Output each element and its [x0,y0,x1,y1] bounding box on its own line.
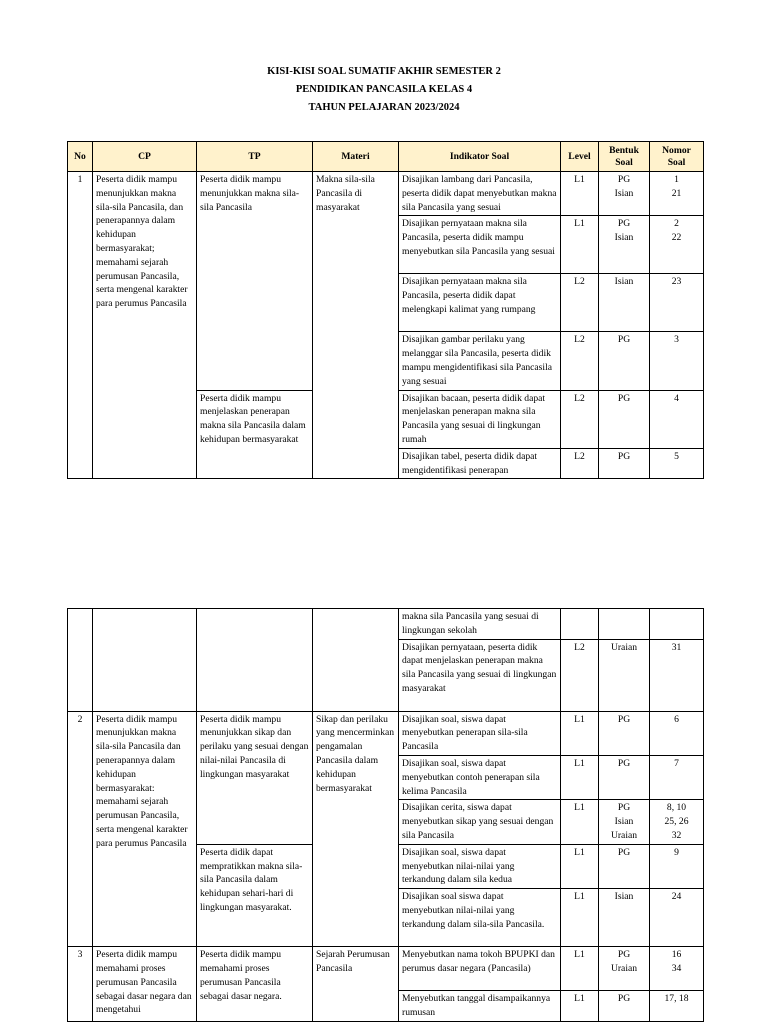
header-no: No [68,142,93,172]
cp-cell [93,609,197,712]
tp-cell: Peserta didik mampu menjelaskan penerapan makna sila Pancasila dalam kehidupan bermasyarakat [197,390,313,479]
nomor-cell: 6 [650,711,704,755]
table-row [68,609,704,640]
level-cell [561,609,599,640]
level-cell: L1 [561,991,599,1022]
nomor-cell: 24 [650,889,704,947]
row-number: 2 [68,711,93,947]
bentuk-cell [599,609,650,640]
indikator-cell: Disajikan pernyataan makna sila Pancasila, peserta didik mampu menyebutkan sila Pancasila yang sesuai [399,216,561,274]
materi-cell: Sejarah Perumusan Pancasila [313,947,399,1022]
indikator-cell: Disajikan soal siswa dapat menyebutkan nilai-nilai yang terkandung dalam sila-sila Pancasila. [399,889,561,947]
level-cell: L1 [561,947,599,991]
level-cell: L1 [561,172,599,216]
row-number [68,609,93,712]
level-cell: L2 [561,274,599,332]
level-cell: L1 [561,216,599,274]
indikator-cell: Disajikan bacaan, peserta didik dapat menjelaskan penerapan makna sila Pancasila yang sesuai di lingkungan rumah [399,390,561,448]
nomor-cell: 7 [650,755,704,799]
nomor-cell: 31 [650,639,704,711]
indikator-cell: Disajikan gambar perilaku yang melanggar sila Pancasila, peserta didik mampu mengidentifikasi sila Pancasila yang sesuai [399,332,561,390]
kisi-table-page-2 [67,608,704,1022]
bentuk-cell: PG [599,711,650,755]
header-cp: CP [93,142,197,172]
tp-cell: Peserta didik mampu memahami proses perumusan Pancasila sebagai dasar negara. [197,947,313,1022]
header-bentuk: Bentuk Soal [599,142,650,172]
indikator-cell: Disajikan soal, siswa dapat menyebutkan nilai-nilai yang terkandung dalam sila kedua [399,844,561,888]
table-row [68,172,704,216]
materi-cell [313,609,399,712]
bentuk-cell: PG [599,844,650,888]
header-level: Level [561,142,599,172]
row-number: 1 [68,172,93,479]
indikator-cell: Disajikan cerita, siswa dapat menyebutkan sikap yang sesuai dengan sila Pancasila [399,800,561,844]
nomor-cell: 23 [650,274,704,332]
header-nomor: Nomor Soal [650,142,704,172]
indikator-cell: Disajikan soal, siswa dapat menyebutkan contoh penerapan sila kelima Pancasila [399,755,561,799]
header-tp: TP [197,142,313,172]
cp-cell: Peserta didik mampu menunjukkan makna sila-sila Pancasila, dan penerapannya dalam kehidupan bermasyarakat; memahami sejarah perumusan Pancasila, serta mengenal karakter para perumus Pancasila [93,172,197,479]
table-row [68,947,704,991]
bentuk-cell: PG [599,755,650,799]
level-cell: L2 [561,390,599,448]
nomor-cell: 17, 18 [650,991,704,1022]
bentuk-cell: Uraian [599,639,650,711]
bentuk-cell: PG Isian [599,216,650,274]
indikator-cell: Menyebutkan tanggal disampaikannya rumusan [399,991,561,1022]
tp-cell: Peserta didik mampu menunjukkan sikap dan perilaku yang sesuai dengan nilai-nilai Pancasila di lingkungan masyarakat [197,711,313,844]
indikator-cell: makna sila Pancasila yang sesuai di lingkungan sekolah [399,609,561,640]
bentuk-cell: Isian [599,889,650,947]
bentuk-cell: PG [599,448,650,479]
header-materi: Materi [313,142,399,172]
table-header-row [68,142,704,172]
kisi-table-page-1 [67,141,704,479]
nomor-cell: 3 [650,332,704,390]
tp-cell [197,609,313,712]
nomor-cell: 4 [650,390,704,448]
nomor-cell: 16 34 [650,947,704,991]
bentuk-cell: PG [599,332,650,390]
doc-year: TAHUN PELAJARAN 2023/2024 [308,102,460,113]
indikator-cell: Disajikan pernyataan, peserta didik dapat menjelaskan penerapan makna sila Pancasila yang sesuai di lingkungan masyarakat [399,639,561,711]
bentuk-cell: PG Isian [599,172,650,216]
level-cell: L1 [561,755,599,799]
level-cell: L2 [561,332,599,390]
cp-cell: Peserta didik mampu menunjukkan makna sila-sila Pancasila dan penerapannya dalam kehidupan bermasyarakat: memahami sejarah perumusan Pancasila, serta mengenal karakter para perumus Pancasila [93,711,197,947]
bentuk-cell: PG [599,991,650,1022]
level-cell: L1 [561,844,599,888]
nomor-cell: 1 21 [650,172,704,216]
indikator-cell: Disajikan soal, siswa dapat menyebutkan penerapan sila-sila Pancasila [399,711,561,755]
level-cell: L1 [561,889,599,947]
table-row [68,711,704,755]
nomor-cell: 8, 10 25, 26 32 [650,800,704,844]
header-indikator: Indikator Soal [399,142,561,172]
row-number: 3 [68,947,93,1022]
nomor-cell [650,609,704,640]
bentuk-cell: Isian [599,274,650,332]
level-cell: L1 [561,800,599,844]
level-cell: L1 [561,711,599,755]
tp-cell: Peserta didik mampu menunjukkan makna sila-sila Pancasila [197,172,313,391]
materi-cell: Sikap dan perilaku yang mencerminkan pengamalan Pancasila dalam kehidupan bermasyarakat [313,711,399,947]
bentuk-cell: PG [599,390,650,448]
nomor-cell: 5 [650,448,704,479]
indikator-cell: Menyebutkan nama tokoh BPUPKI dan perumus dasar negara (Pancasila) [399,947,561,991]
doc-title: KISI-KISI SOAL SUMATIF AKHIR SEMESTER 2 [267,66,501,77]
bentuk-cell: PG Isian Uraian [599,800,650,844]
doc-subtitle: PENDIDIKAN PANCASILA KELAS 4 [295,84,473,95]
indikator-cell: Disajikan tabel, peserta didik dapat mengidentifikasi penerapan [399,448,561,479]
bentuk-cell: PG Uraian [599,947,650,991]
level-cell: L2 [561,448,599,479]
nomor-cell: 9 [650,844,704,888]
materi-cell: Makna sila-sila Pancasila di masyarakat [313,172,399,479]
level-cell: L2 [561,639,599,711]
tp-cell: Peserta didik dapat mempratikkan makna sila-sila Pancasila dalam kehidupan sehari-hari di lingkungan masyarakat. [197,844,313,946]
indikator-cell: Disajikan lambang dari Pancasila, peserta didik dapat menyebutkan makna sila Pancasila yang sesuai [399,172,561,216]
indikator-cell: Disajikan pernyataan makna sila Pancasila, peserta didik dapat melengkapi kalimat yang rumpang [399,274,561,332]
cp-cell: Peserta didik mampu memahami proses perumusan Pancasila sebagai dasar negara dan mengetahui [93,947,197,1022]
nomor-cell: 2 22 [650,216,704,274]
